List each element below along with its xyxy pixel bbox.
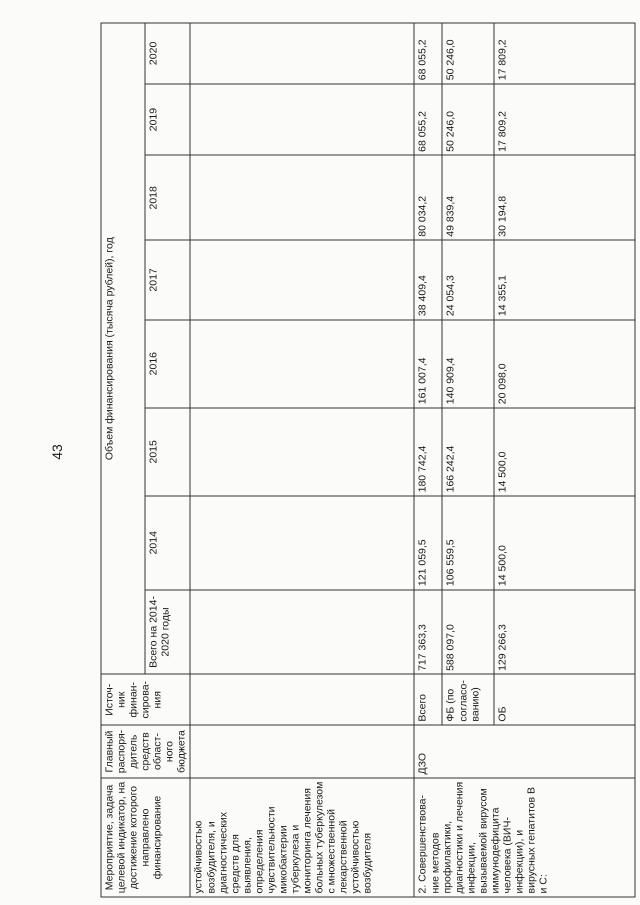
header-source: Источ-ник финан-сирова-ния	[101, 674, 190, 725]
page-number: 43	[49, 444, 65, 460]
continuation-2018	[190, 155, 414, 240]
continuation-2014	[190, 496, 414, 590]
continuation-manager	[190, 725, 414, 778]
continuation-2020	[190, 23, 414, 84]
continuation-source	[190, 674, 414, 725]
measure2-manager: ДЗО	[414, 725, 635, 778]
row-fb-2014: 106 559,5	[442, 496, 494, 590]
row-ob-sum: 129 266,3	[494, 590, 635, 675]
row-fb-2015: 166 242,4	[442, 408, 494, 496]
continuation-row	[190, 23, 414, 897]
row-total-2016: 161 007,4	[414, 320, 442, 408]
row-fb-2016: 140 909,4	[442, 320, 494, 408]
row-total-source: Всего	[414, 674, 442, 725]
row-total-2015: 180 742,4	[414, 408, 442, 496]
funding-table-wrapper	[101, 23, 624, 898]
continuation-2016	[190, 320, 414, 408]
row-total-sum: 717 363,3	[414, 590, 442, 675]
row-ob-2017: 14 355,1	[494, 240, 635, 319]
continuation-total	[190, 590, 414, 675]
header-row-1	[101, 23, 145, 897]
header-manager: Главный распоря-дитель средств област-ного бюджета	[101, 725, 190, 778]
header-year-2018: 2018	[145, 155, 191, 240]
row-fb-source: ФБ (по согласо-ванию)	[442, 674, 494, 725]
row-fb-2017: 24 054,3	[442, 240, 494, 319]
header-year-2020: 2020	[145, 23, 191, 84]
header-measure: Мероприятие, задача целевой индикатор, на достижение которого направлено финансирование	[101, 778, 190, 897]
header-year-2015: 2015	[145, 408, 191, 496]
row-fb-2020: 50 246,0	[442, 23, 494, 84]
continuation-2017	[190, 240, 414, 319]
row-ob-2019: 17 809,2	[494, 84, 635, 156]
row-fb-2019: 50 246,0	[442, 84, 494, 156]
header-year-2017: 2017	[145, 240, 191, 319]
funding-table	[101, 23, 636, 898]
measure2-text: 2. Совершенствова-ние методов профилактики, диагностики и лечения инфекции, вызываемой вирусом иммунодефицита человека (ВИЧ-инфекции), и вирусных гепатитов В и С:	[414, 778, 635, 897]
row-ob-2016: 20 098,0	[494, 320, 635, 408]
row-ob-2018: 30 194,8	[494, 155, 635, 240]
continuation-measure-text: устойчивостью возбудителя, и диагностических средств для выявления, определения чувствительности микобактерии туберкулеза и мониторинга лечения больных туберкулезом с множественной лекарственной устойчивостью возбудителя	[190, 778, 414, 897]
header-year-2014: 2014	[145, 496, 191, 590]
row-ob-2020: 17 809,2	[494, 23, 635, 84]
header-year-2019: 2019	[145, 84, 191, 156]
row-total-2017: 38 409,4	[414, 240, 442, 319]
measure2-row-total	[414, 23, 442, 897]
row-ob-2015: 14 500,0	[494, 408, 635, 496]
row-fb-2018: 49 839,4	[442, 155, 494, 240]
row-fb-sum: 588 097,0	[442, 590, 494, 675]
header-total: Всего на 2014-2020 годы	[145, 590, 191, 675]
row-total-2019: 68 055,2	[414, 84, 442, 156]
continuation-2015	[190, 408, 414, 496]
row-total-2014: 121 059,5	[414, 496, 442, 590]
row-total-2020: 68 055,2	[414, 23, 442, 84]
header-year-2016: 2016	[145, 320, 191, 408]
row-ob-source: ОБ	[494, 674, 635, 725]
row-total-2018: 80 034,2	[414, 155, 442, 240]
header-funding-group: Объем финансирования (тысяча рублей), год	[101, 23, 145, 674]
row-ob-2014: 14 500,0	[494, 496, 635, 590]
continuation-2019	[190, 84, 414, 156]
